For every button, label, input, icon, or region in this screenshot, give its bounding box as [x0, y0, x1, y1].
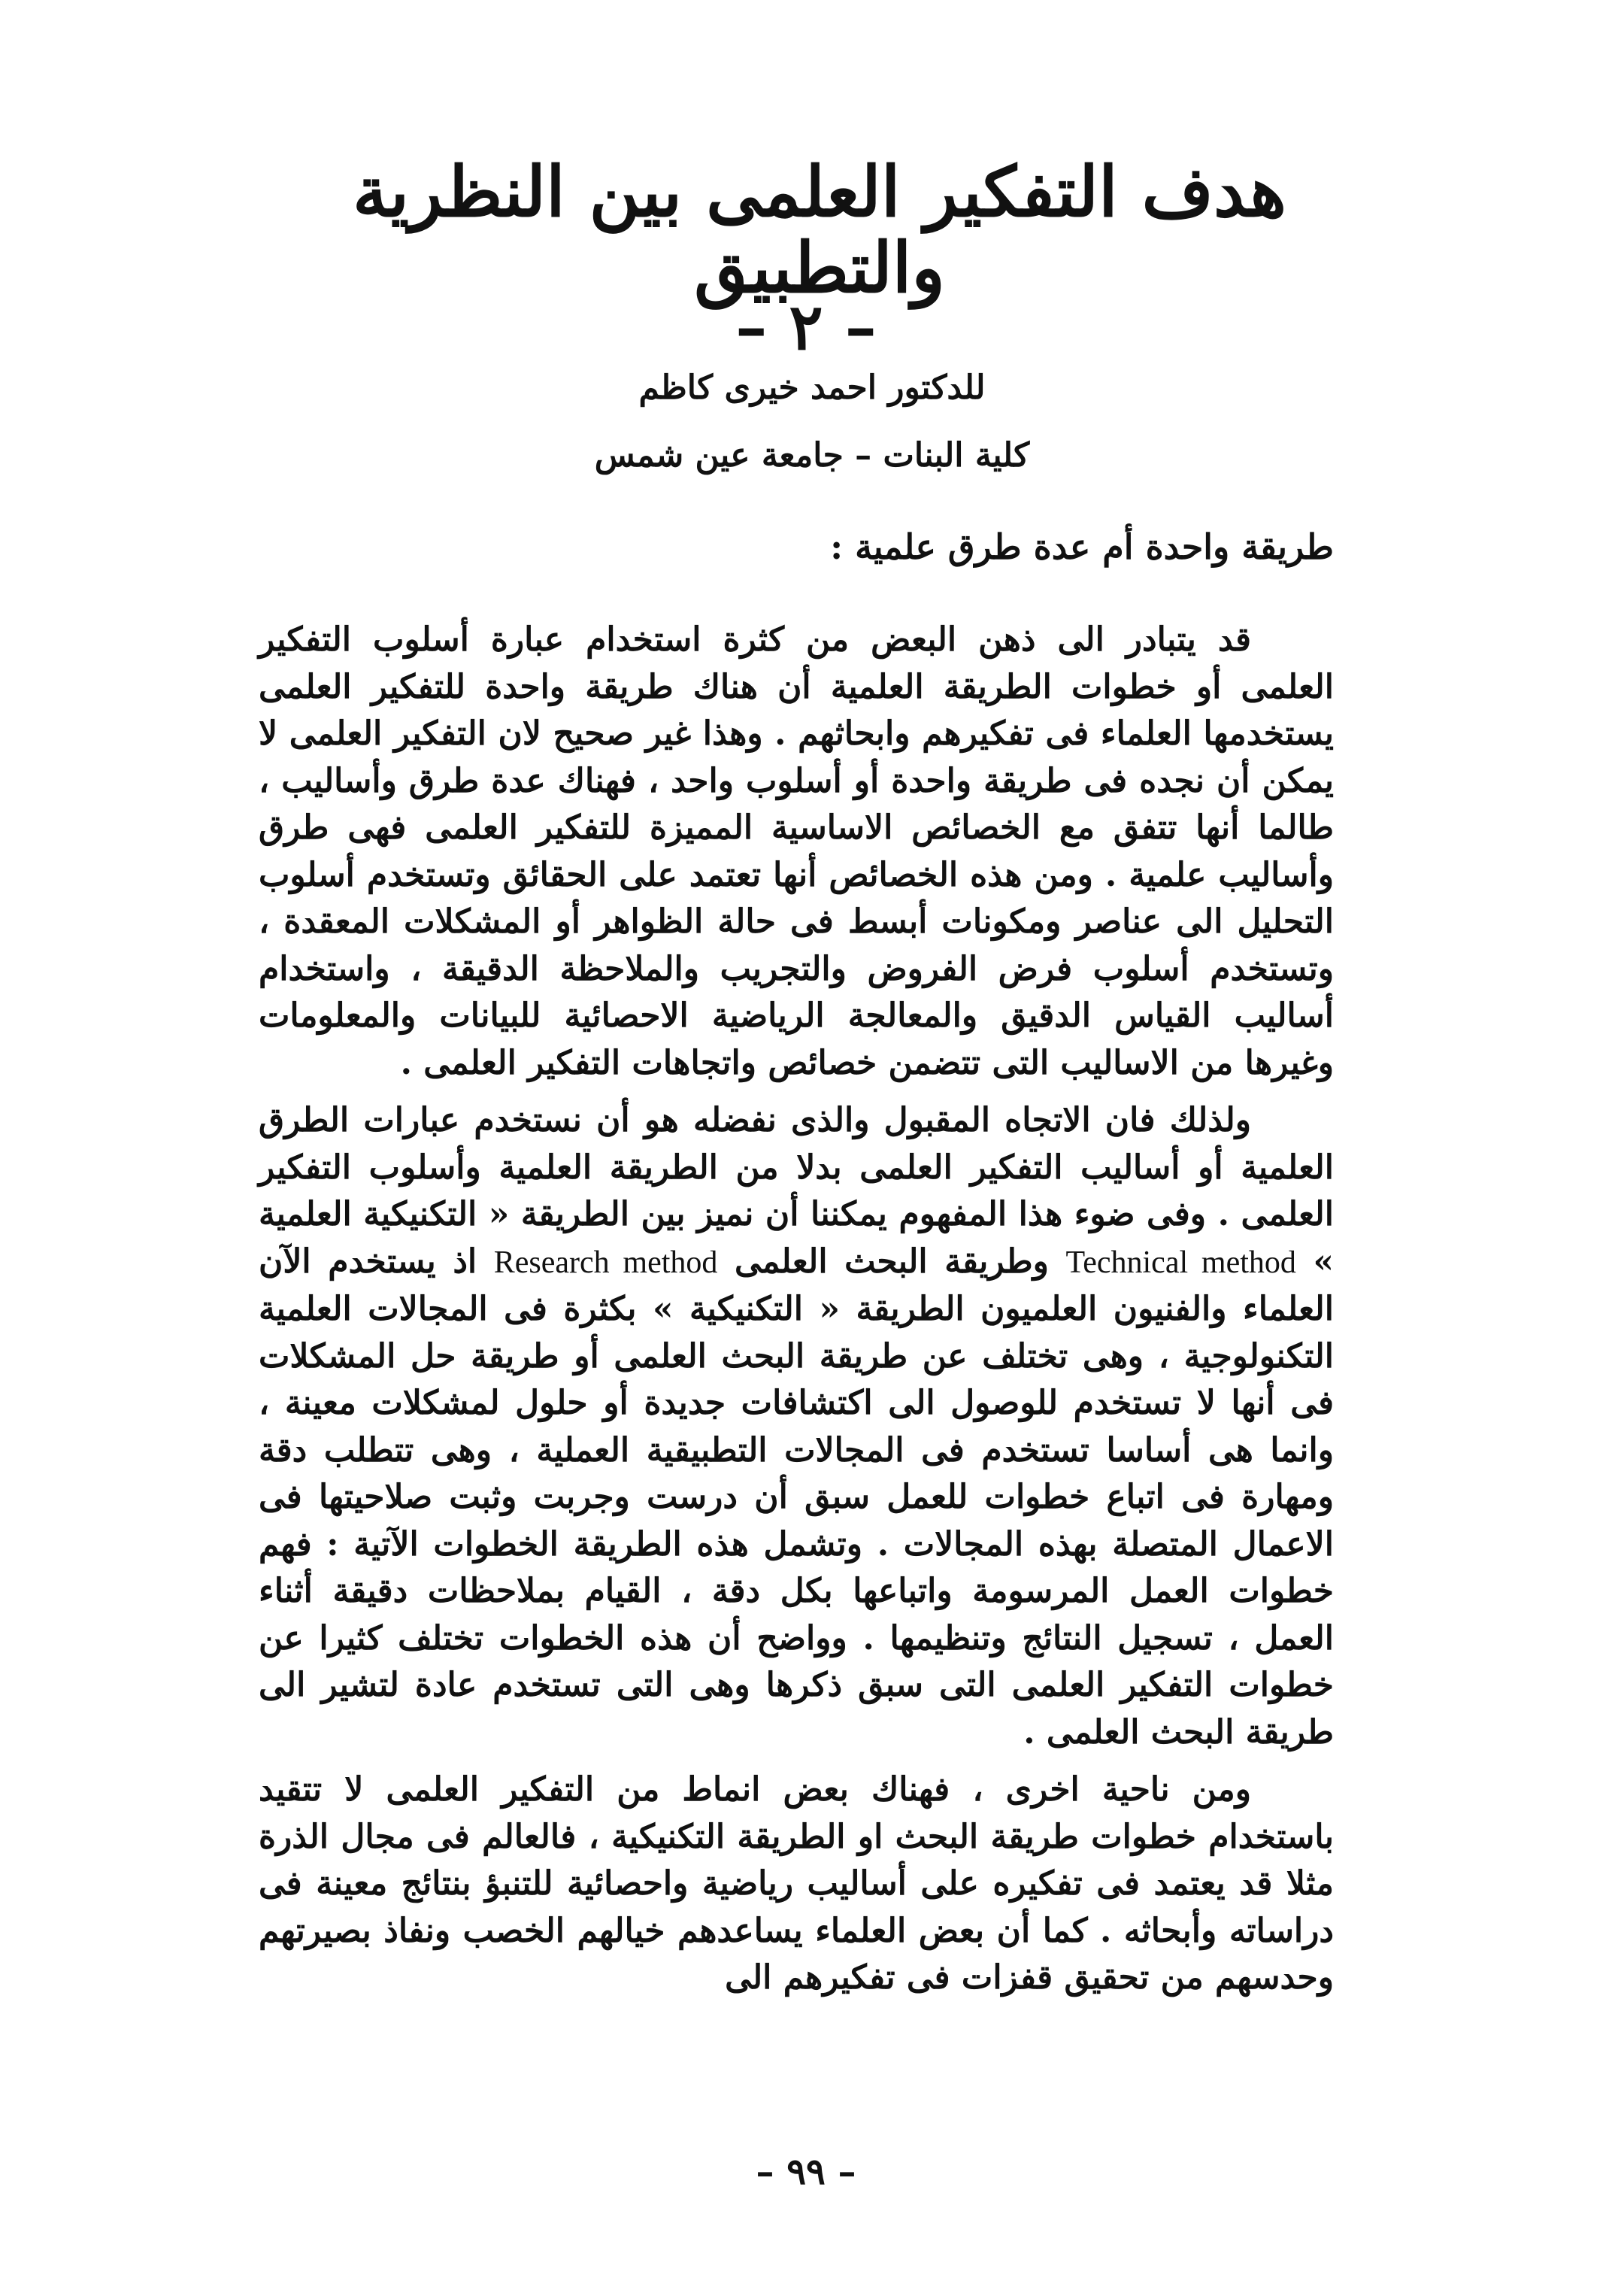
paragraph-2	[259, 1097, 1334, 1756]
page-number: – ٩٩ –	[756, 2151, 856, 2193]
article-body	[259, 617, 1334, 2002]
latin-term-research-method: Research method	[493, 1245, 718, 1280]
author-name: للدكتور احمد خيرى كاظم	[638, 369, 986, 407]
paragraph-2-text-start: ولذلك فان الاتجاه المقبول والذى نفضله هو أن نستخدم عبارات الطرق العلمية أو أساليب التفكير العلمى بدلا من الطريقة العلمية وأسلوب التفكير العلمى . وفى ضوء هذا المفهوم يمكننا أن نميز بين الطريقة « التكنيكية العلمية »	[259, 1101, 1334, 1281]
paragraph-3: ومن ناحية اخرى ، فهناك بعض انماط من التفكير العلمى لا تتقيد باستخدام خطوات طريقة البحث او الطريقة التكنيكية ، فالعالم فى مجال الذرة مثلا قد يعتمد فى تفكيره على أساليب رياضية واحصائية للتنبؤ بنتائج معينة فى دراساته وأبحاثه . كما أن بعض العلماء يساعدهم خيالهم الخصب ونفاذ بصيرتهم وحدسهم من تحقيق قفزات فى تفكيرهم الى	[259, 1770, 1334, 1997]
part-number: – ٢ –	[735, 290, 877, 364]
author-affiliation: كلية البنات – جامعة عين شمس	[594, 436, 1030, 475]
paragraph-2-text-end: اذ يستخدم الآن العلماء والفنيون العلميون الطريقة « التكنيكية » بكثرة فى المجالات العلمية التكنولوجية ، وهى تختلف عن طريقة البحث العلمى أو طريقة حل المشكلات فى أنها لا تستخدم للوصول الى اكتشافات جديدة أو حلول لمشكلات معينة ، وانما هى أساسا تستخدم فى المجالات التطبيقية العملية ، وهى تتطلب دقة ومهارة فى اتباع خطوات للعمل سبق أن درست وجربت وثبت صلاحيتها فى الاعمال المتصلة بهذه المجالات . وتشمل هذه الطريقة الخطوات الآتية : فهم خطوات العمل المرسومة واتباعها بكل دقة ، القيام بملاحظات دقيقة أثناء العمل ، تسجيل النتائج وتنظيمها . وواضح أن هذه الخطوات تختلف كثيرا عن خطوات التفكير العلمى التى سبق ذكرها وهى التى تستخدم عادة لتشير الى طريقة البحث العلمى .	[259, 1242, 1334, 1752]
latin-term-technical-method: Technical method	[1065, 1245, 1296, 1280]
section-heading: طريقة واحدة أم عدة طرق علمية :	[830, 526, 1334, 567]
paragraph-1: قد يتبادر الى ذهن البعض من كثرة استخدام عبارة أسلوب التفكير العلمى أو خطوات الطريقة العلمية أن هناك طريقة واحدة للتفكير العلمى يستخدمها العلماء فى تفكيرهم وابحاثهم . وهذا غير صحيح لان التفكير العلمى لا يمكن أن نجده فى طريقة واحدة أو أسلوب واحد ، فهناك عدة طرق وأساليب ، طالما أنها تتفق مع الخصائص الاساسية المميزة للتفكير العلمى فهى طرق وأساليب علمية . ومن هذه الخصائص أنها تعتمد على الحقائق وتستخدم أسلوب التحليل الى عناصر ومكونات أبسط فى حالة الظواهر أو المشكلات المعقدة ، وتستخدم أسلوب فرض الفروض والتجريب والملاحظة الدقيقة ، واستخدام أساليب القياس الدقيق والمعالجة الرياضية الاحصائية للبيانات والمعلومات وغيرها من الاساليب التى تتضمن خصائص واتجاهات التفكير العلمى .	[259, 620, 1334, 1082]
article-title: هدف التفكير العلمى بين النظرية والتطبيق	[353, 151, 1286, 309]
paragraph-2-text-middle: وطريقة البحث العلمى	[735, 1242, 1049, 1281]
